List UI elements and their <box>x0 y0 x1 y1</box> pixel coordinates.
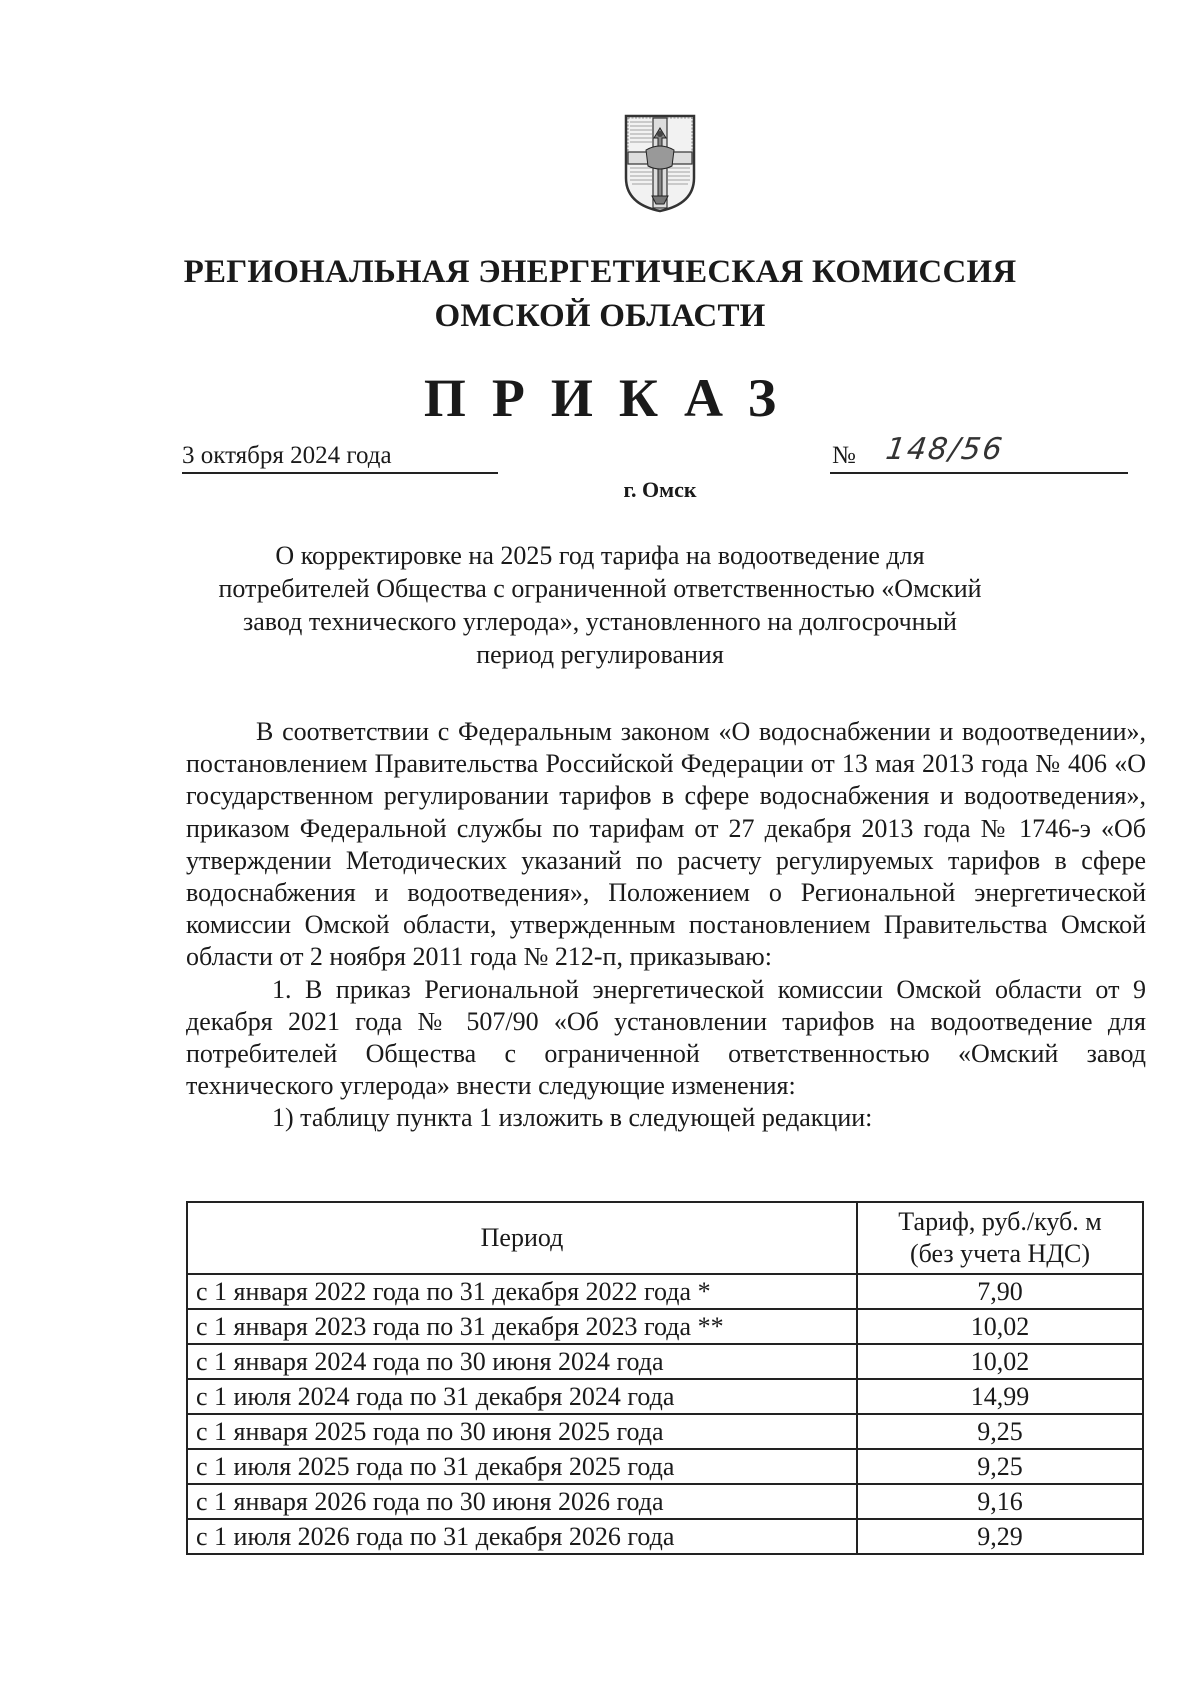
city-label: г. Омск <box>623 477 697 502</box>
table-row <box>187 1344 1143 1379</box>
subject-line: О корректировке на 2025 год тарифа на водоотведение для <box>275 541 925 570</box>
tariff-cell: 9,29 <box>857 1519 1143 1554</box>
period-cell: с 1 января 2026 года по 30 июня 2026 года <box>187 1484 857 1519</box>
preamble-paragraph: В соответствии с Федеральным законом «О водоснабжении и водоотведении», постановлением Правительства Российской Федерации от 13 мая 2013 года № 406 «О государственном регулировании тарифов в сфере водоснабжения и водоотведения», приказом Федеральной службы по тарифам от 27 декабря 2013 года № 1746-э «Об утверждении Методических указаний по расчету регулируемых тарифов в сфере водоснабжения и водоотведения», Положением о Региональной энергетической комиссии Омской области, утвержденным постановлением Правительства Омской области от 2 ноября 2011 года № 212-п, приказываю: <box>186 717 1146 972</box>
subject-line: потребителей Общества с ограниченной ответственностью «Омский <box>218 574 982 603</box>
period-cell: с 1 января 2025 года по 30 июня 2025 года <box>187 1414 857 1449</box>
period-cell: с 1 июля 2026 года по 31 декабря 2026 года <box>187 1519 857 1554</box>
tariff-cell: 9,25 <box>857 1414 1143 1449</box>
order-subject <box>150 539 1050 671</box>
period-cell: с 1 января 2024 года по 30 июня 2024 года <box>187 1344 857 1379</box>
tariff-cell: 14,99 <box>857 1379 1143 1414</box>
header-tariff-line2: (без учета НДС) <box>909 1239 1091 1268</box>
header-period: Период <box>187 1202 857 1274</box>
period-cell: с 1 января 2022 года по 31 декабря 2022 года * <box>187 1274 857 1309</box>
header-tariff-line1: Тариф, руб./куб. м <box>898 1207 1102 1236</box>
header-tariff <box>857 1202 1143 1274</box>
table-row <box>187 1519 1143 1554</box>
table-row <box>187 1414 1143 1449</box>
tariff-table <box>186 1201 1144 1555</box>
subject-line: период регулирования <box>476 640 724 669</box>
tariff-cell: 10,02 <box>857 1344 1143 1379</box>
subject-line: завод технического углерода», установленного на долгосрочный <box>243 607 957 636</box>
table-row <box>187 1309 1143 1344</box>
tariff-cell: 9,25 <box>857 1449 1143 1484</box>
document-number <box>830 432 1128 474</box>
period-cell: с 1 января 2023 года по 31 декабря 2023 года ** <box>187 1309 857 1344</box>
number-sign: № <box>832 442 856 469</box>
tariff-cell: 10,02 <box>857 1309 1143 1344</box>
table-row <box>187 1274 1143 1309</box>
organization-title-line1: РЕГИОНАЛЬНАЯ ЭНЕРГЕТИЧЕСКАЯ КОМИССИЯ <box>183 254 1017 290</box>
item-1-subitem-1: 1) таблицу пункта 1 изложить в следующей редакции: <box>272 1103 873 1133</box>
table-header-row <box>187 1202 1143 1274</box>
table-row <box>187 1484 1143 1519</box>
organization-title-line2: ОМСКОЙ ОБЛАСТИ <box>434 298 766 334</box>
order-body <box>186 716 1146 1135</box>
document-date: 3 октября 2024 года <box>182 440 498 474</box>
handwritten-number: 148/56 <box>883 432 1007 467</box>
organization-title <box>0 250 1200 338</box>
tariff-cell: 7,90 <box>857 1274 1143 1309</box>
table-row <box>187 1379 1143 1414</box>
table-row <box>187 1449 1143 1484</box>
coat-of-arms-emblem <box>622 112 698 214</box>
period-cell: с 1 июля 2024 года по 31 декабря 2024 года <box>187 1379 857 1414</box>
item-1-paragraph: 1. В приказ Региональной энергетической комиссии Омской области от 9 декабря 2021 года № 507/90 «Об установлении тарифов на водоотведение для потребителей Общества с ограниченной ответственностью «Омский завод технического углерода» внести следующие изменения: <box>186 974 1146 1101</box>
document-type-heading: ПРИКАЗ <box>423 368 803 428</box>
period-cell: с 1 июля 2025 года по 31 декабря 2025 года <box>187 1449 857 1484</box>
tariff-cell: 9,16 <box>857 1484 1143 1519</box>
